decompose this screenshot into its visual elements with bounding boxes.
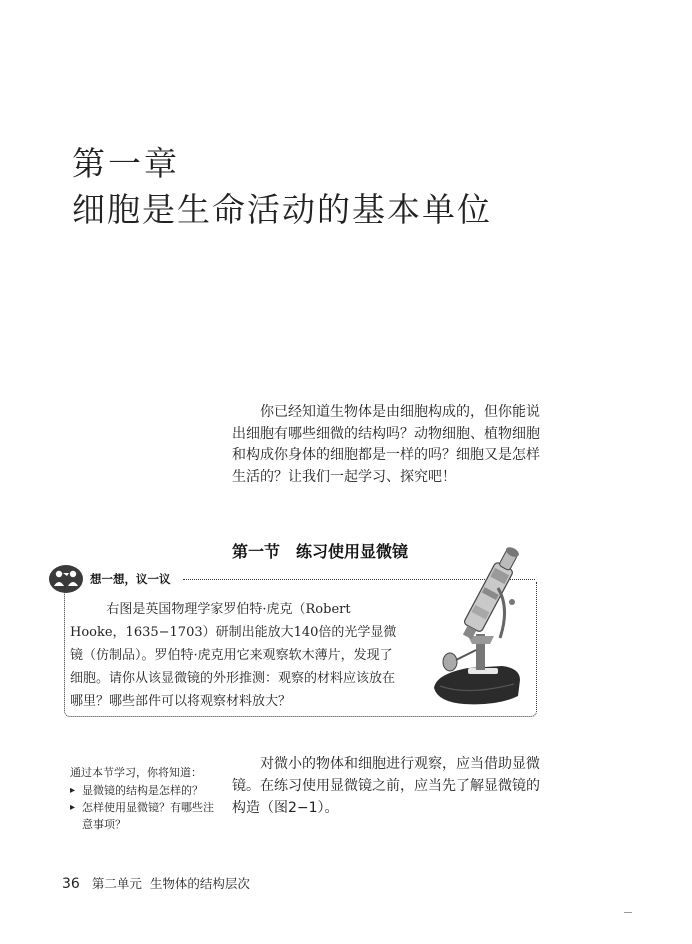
body-paragraph: 对微小的物体和细胞进行观察，应当借助显微镜。在练习使用显微镜之前，应当先了解显微镜的构造（图2−1）。 <box>232 756 540 816</box>
think-box-heading: 想一想，议一议 <box>90 572 171 586</box>
side-note-item: ▸ 怎样使用显微镜？有哪些注意事项？ <box>70 799 220 833</box>
footer-unit: 第二单元 <box>91 876 142 891</box>
chapter-label: 第一章 <box>72 144 180 183</box>
chapter-title: 细胞是生命活动的基本单位 <box>72 190 492 229</box>
side-notes-title: 通过本节学习，你将知道： <box>70 766 202 779</box>
page-number: 36 <box>62 876 80 892</box>
section-title: 练习使用显微镜 <box>296 542 409 561</box>
corner-mark <box>624 912 632 913</box>
intro-paragraph: 你已经知道生物体是由细胞构成的，但你能说出细胞有哪些细微的结构吗？动物细胞、植物细胞和构成你身体的细胞都是一样的吗？细胞又是怎样生活的？让我们一起学习、探究吧！ <box>232 404 540 485</box>
page-footer <box>62 874 250 892</box>
microscope-illustration <box>428 538 526 710</box>
think-box-text: 右图是英国物理学家罗伯特·虎克（Robert Hooke，1635−1703）研制出能放大140倍的光学显微镜（仿制品）。罗伯特·虎克用它来观察软木薄片，发现了细胞。请你从该显微镜的外形推测：观察的材料应该放在哪里？哪些部件可以将观察材料放大？ <box>70 602 397 709</box>
section-number: 第一节 <box>232 542 281 561</box>
section-heading <box>232 539 408 562</box>
side-notes <box>70 764 220 833</box>
side-note-item: ▸ 显微镜的结构是怎样的？ <box>70 782 220 799</box>
footer-unit-title: 生物体的结构层次 <box>149 876 250 891</box>
